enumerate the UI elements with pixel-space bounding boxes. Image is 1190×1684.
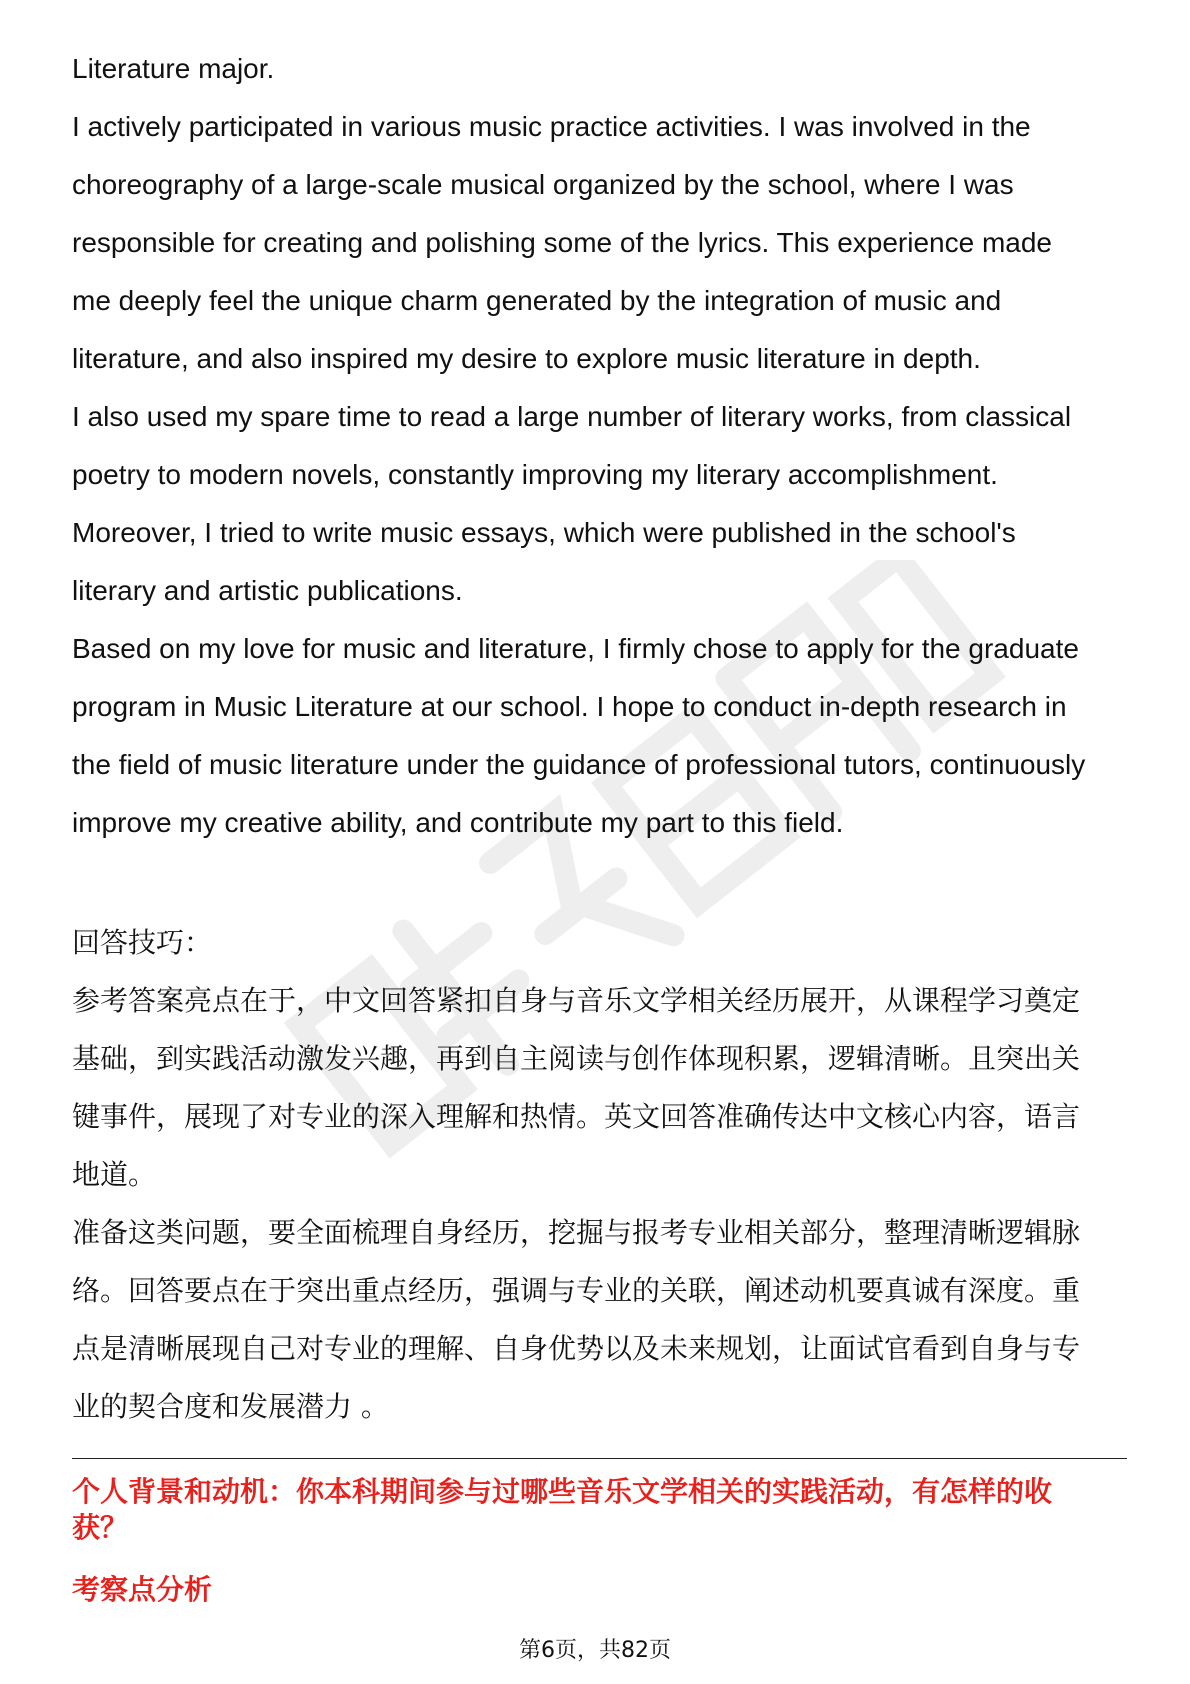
english-answer-line: poetry to modern novels, constantly improving my literary accomplishment. — [72, 459, 998, 490]
english-answer-line: the field of music literature under the guidance of professional tutors, continuously — [72, 749, 1086, 780]
question-line: 获？ — [72, 1511, 129, 1544]
english-answer-line: me deeply feel the unique charm generated by the integration of music and — [72, 285, 1002, 316]
tips-line: 地道。 — [72, 1158, 157, 1191]
english-answer-line: Literature major. — [72, 53, 275, 84]
english-answer-line: Based on my love for music and literature, I firmly chose to apply for the graduate — [72, 633, 1079, 664]
english-answer-line: improve my creative ability, and contribute my part to this field. — [72, 807, 844, 838]
next-question — [72, 1474, 1127, 1546]
answer-tips — [72, 914, 1127, 1436]
english-answer-line: I also used my spare time to read a large number of literary works, from classical — [72, 401, 1072, 432]
english-answer-line: program in Music Literature at our school. I hope to conduct in-depth research in — [72, 691, 1067, 722]
tips-line: 基础，到实践活动激发兴趣，再到自主阅读与创作体现积累，逻辑清晰。且突出关 — [72, 1042, 1081, 1075]
tips-heading: 回答技巧： — [72, 926, 213, 959]
question-line: 个人背景和动机：你本科期间参与过哪些音乐文学相关的实践活动，有怎样的收 — [72, 1475, 1053, 1508]
english-answer-line: literature, and also inspired my desire to explore music literature in depth. — [72, 343, 981, 374]
tips-line: 业的契合度和发展潜力 。 — [72, 1390, 389, 1423]
english-answer-line: choreography of a large-scale musical organized by the school, where I was — [72, 169, 1014, 200]
tips-line: 准备这类问题，要全面梳理自身经历，挖掘与报考专业相关部分，整理清晰逻辑脉 — [72, 1216, 1081, 1249]
document-body — [72, 40, 1127, 1436]
section-divider — [72, 1458, 1127, 1459]
page-footer: 第6页，共82页 — [519, 1638, 671, 1663]
tips-line: 点是清晰展现自己对专业的理解、自身优势以及未来规划，让面试官看到自身与专 — [72, 1332, 1081, 1365]
english-answer — [72, 40, 1127, 852]
tips-line: 键事件，展现了对专业的深入理解和热情。英文回答准确传达中文核心内容，语言 — [72, 1100, 1081, 1133]
english-answer-line: Moreover, I tried to write music essays, which were published in the school's — [72, 517, 1016, 548]
english-answer-line: literary and artistic publications. — [72, 575, 463, 606]
english-answer-line: I actively participated in various music practice activities. I was involved in the — [72, 111, 1031, 142]
spacer — [72, 852, 1127, 914]
analysis-section-label: 考察点分析 — [72, 1573, 213, 1606]
english-answer-line: responsible for creating and polishing some of the lyrics. This experience made — [72, 227, 1052, 258]
tips-line: 参考答案亮点在于，中文回答紧扣自身与音乐文学相关经历展开，从课程学习奠定 — [72, 984, 1081, 1017]
tips-line: 络。回答要点在于突出重点经历，强调与专业的关联，阐述动机要真诚有深度。重 — [72, 1274, 1081, 1307]
